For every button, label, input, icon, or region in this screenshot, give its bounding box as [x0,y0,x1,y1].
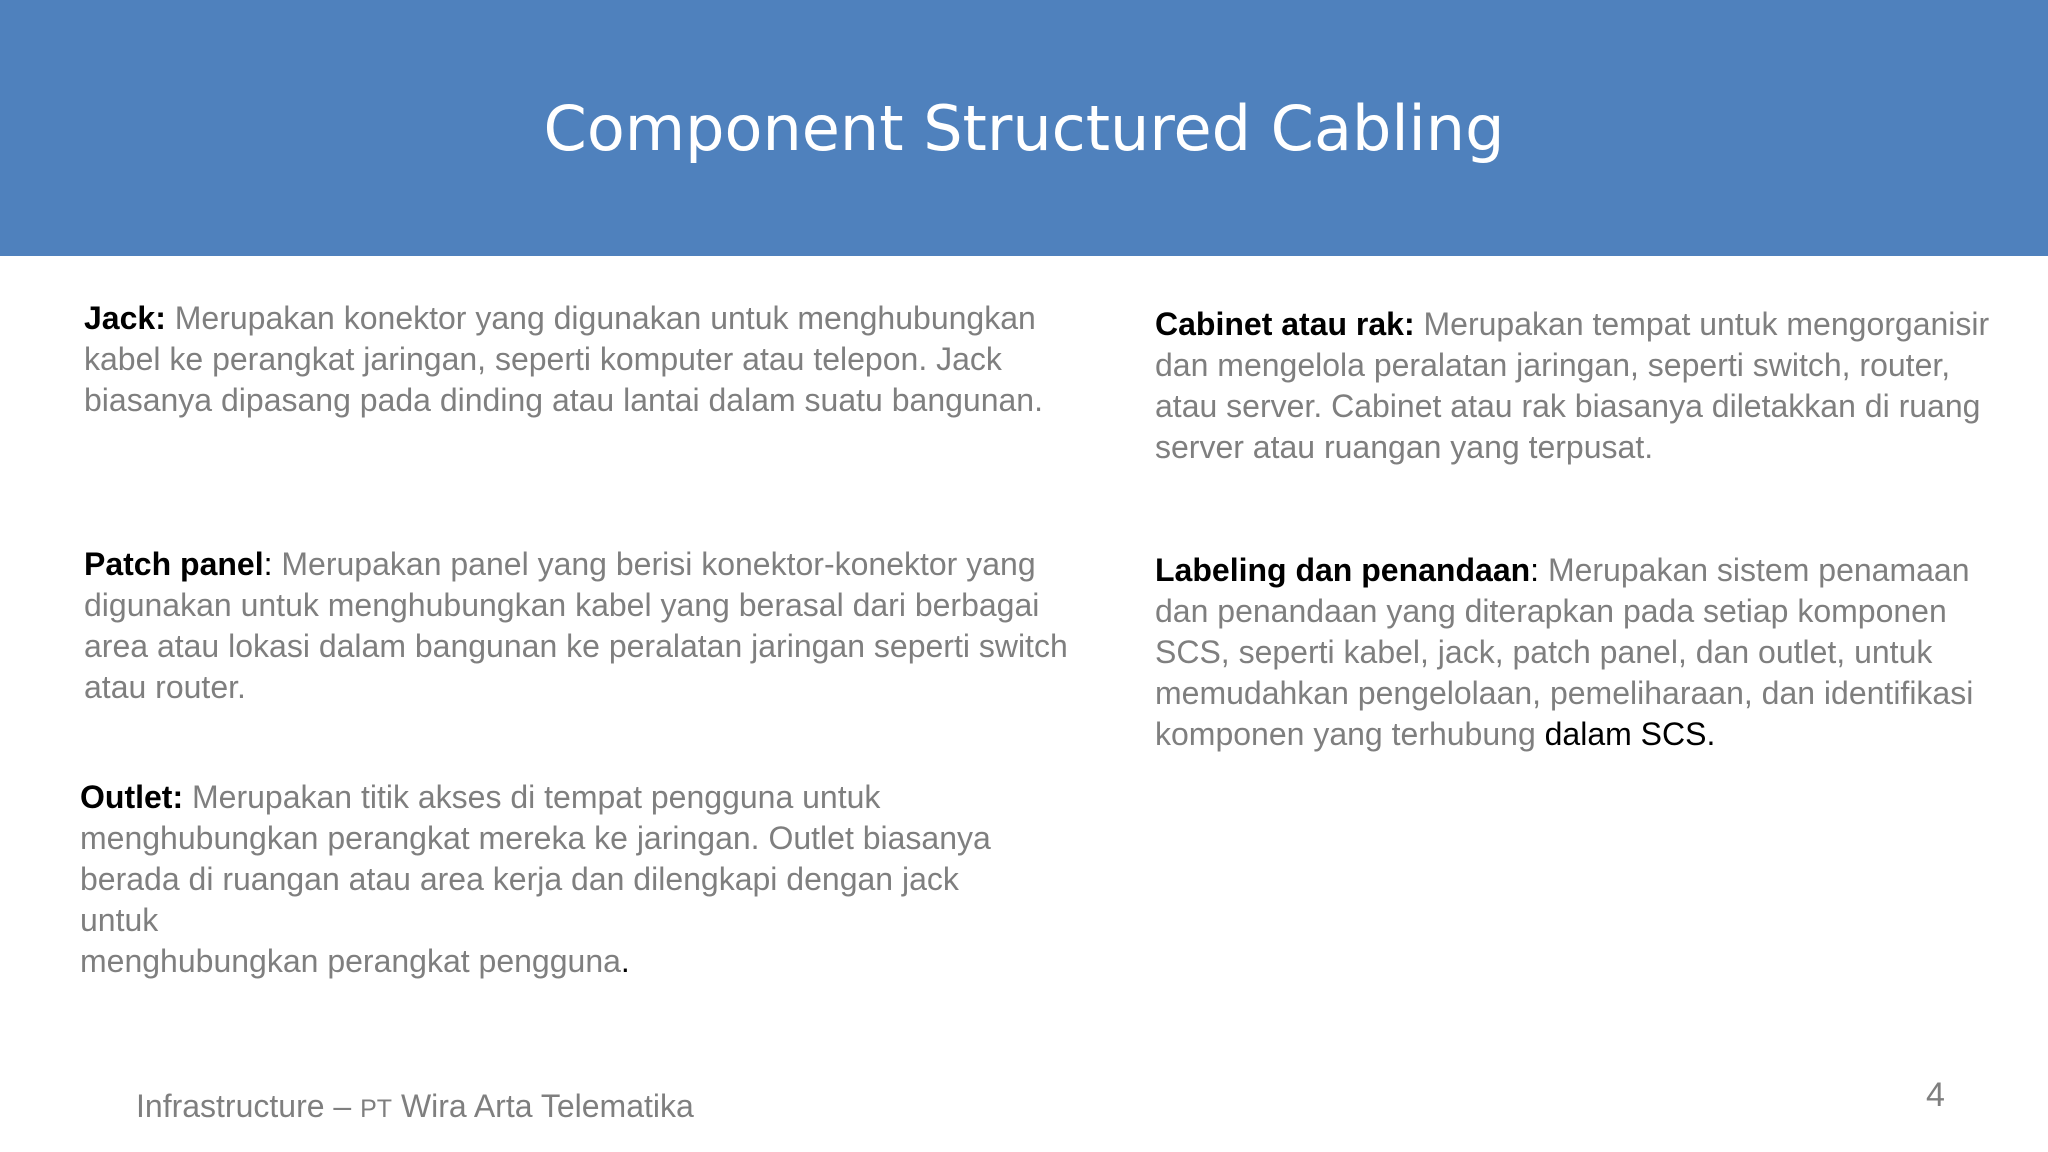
outlet-line-3: menghubungkan perangkat pengguna [80,943,621,979]
outlet-end-punct: . [620,943,630,979]
cabinet-text: Merupakan tempat untuk mengorganisir dan mengelola peralatan jaringan, seperti switch, router, atau server. Cabinet atau rak biasanya diletakkan di ruang server atau ruangan yang terpusat. [1155,306,1990,465]
jack-text: Merupakan konektor yang digunakan untuk menghubungkan kabel ke perangkat jaringan, seperti komputer atau telepon. Jack biasanya dipasang pada dinding atau lantai dalam suatu bangunan. [84,300,1043,418]
footer-company: Wira Arta Telematika [392,1088,694,1124]
outlet-description [80,777,1070,982]
title-banner [0,0,2048,256]
patch-panel-description [84,544,1074,708]
jack-description [84,298,1074,421]
outlet-term: Outlet: [80,779,184,815]
patch-panel-separator: : [263,546,273,582]
outlet-text: Merupakan titik akses di tempat pengguna untuk menghubungkan perangkat mereka ke jaringan. Outlet biasanya berada di ruangan atau area kerja dan dilengkapi dengan jack [80,779,991,897]
labeling-tail: dalam SCS. [1544,716,1716,752]
labeling-term: Labeling dan penandaan [1155,552,1531,588]
patch-panel-term: Patch panel [84,546,264,582]
cabinet-term: Cabinet atau rak: [1155,306,1415,342]
jack-term: Jack: [84,300,166,336]
patch-panel-text: Merupakan panel yang berisi konektor-konektor yang digunakan untuk menghubungkan kabel yang berasal dari berbagai area atau lokasi dalam bangunan ke peralatan jaringan seperti switch atau router. [84,546,1068,705]
labeling-description [1155,550,2015,755]
page-number: 4 [1926,1076,1945,1114]
labeling-separator: : [1530,552,1540,588]
labeling-text: Merupakan sistem penamaan dan penandaan yang diterapkan pada setiap komponen SCS, seperti kabel, jack, patch panel, dan outlet, untuk memudahkan pengelolaan, pemeliharaan, dan identifikasi komponen yang terhubung [1155,552,1974,752]
outlet-line-2: untuk [80,902,159,938]
cabinet-description [1155,304,2015,468]
footer-pt: PT [360,1095,393,1123]
slide-title: Component Structured Cabling [543,91,1505,165]
footer-prefix: Infrastructure – [136,1088,361,1124]
footer-text [136,1088,694,1125]
